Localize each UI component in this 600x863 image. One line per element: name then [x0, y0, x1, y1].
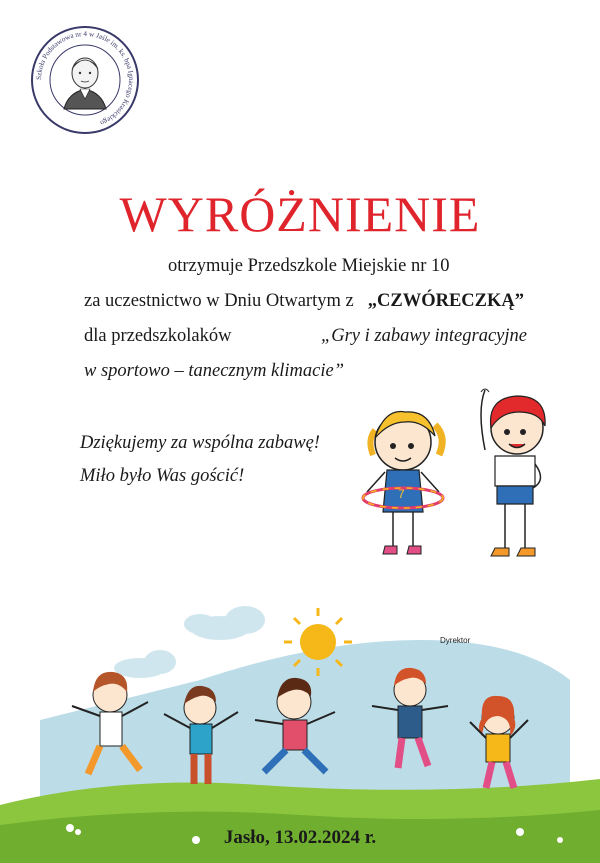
- place-and-date: Jasło, 13.02.2024 r.: [223, 827, 377, 848]
- shirt-number: 7: [398, 487, 405, 501]
- participation-line: [84, 288, 524, 314]
- event-line: [84, 323, 527, 349]
- thanks-line-1: Dziękujemy za wspólna zabawę!: [80, 433, 320, 453]
- stamp-text: Szkoła Podstawowa nr 4 w Jaśle im. ks. bpa Ignacego Krasickiego: [34, 29, 136, 128]
- thanks-line-2: Miło było Was gościć!: [80, 466, 245, 486]
- event-name-continued: w sportowo – tanecznym klimacie”: [84, 361, 345, 381]
- event-text: dla przedszkolaków: [84, 326, 232, 346]
- participation-text: za uczestnictwo w Dniu Otwartym z: [84, 291, 354, 311]
- signature-label: Dyrektor: [440, 636, 471, 645]
- school-stamp: [30, 25, 140, 135]
- kids-illustration-top: [345, 380, 565, 570]
- certificate-title: WYRÓŻNIENIE: [119, 186, 481, 242]
- recipient-line: otrzymuje Przedszkole Miejskie nr 10: [168, 256, 450, 276]
- girl-hula-hoop-icon: [363, 412, 443, 554]
- boy-stretching-icon: [481, 389, 545, 556]
- portrait-icon: [64, 58, 106, 109]
- event-name: „Gry i zabawy integracyjne: [320, 326, 527, 346]
- host-name: „CZWÓRECZKĄ”: [367, 291, 524, 311]
- playground-scene: [0, 600, 600, 863]
